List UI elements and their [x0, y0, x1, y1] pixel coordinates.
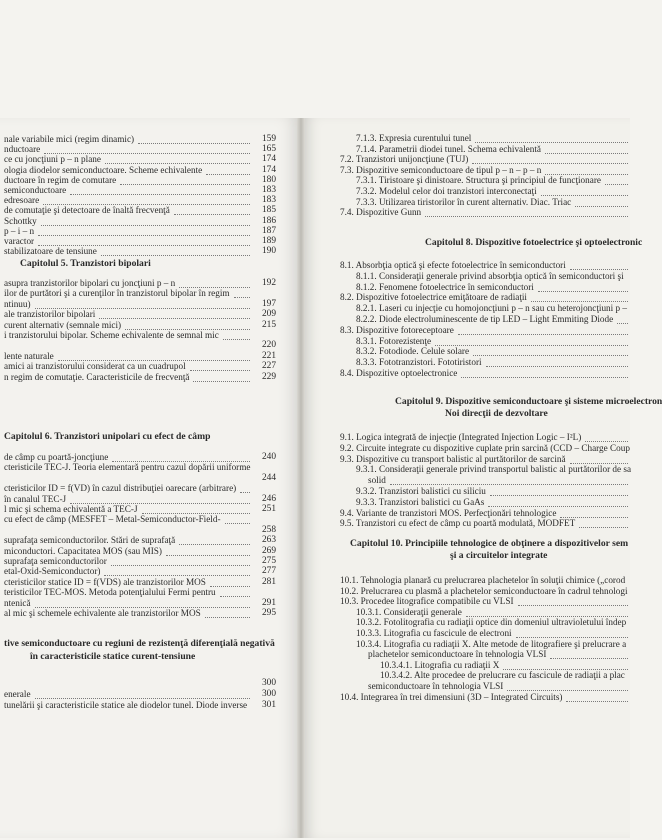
toc-entry-text: 10.2. Prelucrarea cu plasmă a plachetelor semiconductoare în cadrul tehnologi [340, 585, 628, 596]
leader-dots [35, 606, 250, 608]
leader-dots [570, 462, 628, 464]
leader-dots [41, 224, 250, 226]
toc-page-number: 281 [261, 576, 276, 587]
toc-page-number: 229 [261, 371, 276, 382]
toc-entry-text: teristicilor TEC-MOS. Metoda potenţialului Fermi pentru [4, 587, 216, 598]
leader-dots [111, 564, 250, 566]
toc-entry-text: 10.3.4.1. Litografia cu radiaţii X [380, 659, 500, 670]
toc-page-number: 220 [261, 340, 276, 351]
toc-page-number: 189 [261, 236, 276, 246]
leader-dots [560, 516, 628, 518]
leader-dots [193, 380, 250, 382]
leader-dots [179, 286, 250, 288]
leader-dots [486, 365, 628, 367]
toc-entry-text: Schottky [4, 215, 37, 226]
toc-page-number: 190 [261, 246, 276, 257]
toc-entry-text: 8.3.2. Fotodiode. Celule solare [356, 346, 470, 357]
toc-entry-text: 10.3.1. Consideraţii generale [356, 606, 462, 617]
leader-dots [579, 526, 628, 528]
leader-dots [225, 522, 250, 524]
leader-dots [566, 700, 628, 702]
toc-page-number: 165 [261, 144, 276, 155]
toc-entry-text: 9.4. Variante de tranzistori MOS. Perfecţionări tehnologice [340, 507, 557, 518]
leader-dots [70, 502, 250, 504]
toc-entry-text: semiconductoare în tehnologia VLSI [368, 681, 504, 691]
leader-dots [550, 657, 628, 659]
toc-page-number: 186 [261, 215, 276, 226]
toc-page-number: 221 [261, 350, 276, 361]
toc-entry-text: cu efect de câmp (MESFET – Metal-Semiconductor-Field- [4, 514, 221, 525]
toc-entry-text: amici ai tranzistorului considerat ca un cuadrupol [4, 361, 186, 372]
leader-dots [538, 290, 628, 292]
leader-dots [575, 205, 628, 207]
toc-entry-text: de comutaţie şi detectoare de înaltă frecvenţă [4, 205, 170, 216]
leader-dots [35, 697, 250, 699]
toc-entry-text: 7.1.3. Expresia curentului tunel [356, 133, 472, 143]
toc-entry-text: semiconductoare [4, 185, 67, 195]
leader-dots [570, 268, 628, 270]
toc-entry-text: de câmp cu poartă-joncţiune [4, 452, 109, 462]
toc-entry-text: 9.2. Circuite integrate cu dispozitive cuplate prin sarcină (CCD – Charge Coup [340, 442, 630, 453]
toc-entry-text: 8.2. Dispozitive fotoelectrice emiţătoare de radiaţii [340, 292, 527, 303]
toc-entry-text: ilor de purtători şi a curenţilor în tranzistorul bipolar în regim [4, 288, 230, 299]
toc-page-number: 295 [261, 608, 276, 618]
toc-entry-text: lente naturale [4, 350, 54, 361]
toc-page-number: 192 [261, 278, 276, 288]
chapter-heading: tive semiconductoare cu regiuni de rezistenţă diferenţială negativă [4, 638, 275, 649]
leader-dots [490, 494, 628, 496]
leader-dots [174, 213, 250, 215]
leader-dots [461, 376, 628, 378]
toc-page-number: 246 [261, 493, 276, 504]
right-page [303, 118, 630, 838]
toc-entry-text: 7.3. Dispozitive semiconductoare de tipul p – n – p – n [340, 164, 542, 175]
leader-dots [112, 460, 250, 462]
leader-dots [541, 194, 628, 196]
toc-page-number: 183 [261, 195, 276, 206]
toc-page-number: 251 [261, 504, 276, 514]
leader-dots [38, 244, 250, 246]
toc-page-number: 227 [261, 361, 276, 372]
leader-dots [205, 616, 250, 618]
toc-entry-text: curent alternativ (semnale mici) [4, 319, 122, 330]
toc-entry-text: nductoare [4, 144, 41, 155]
toc-entry-text: ologia diodelor semiconductoare. Scheme echivalente [4, 164, 203, 175]
toc-entry-text: cteristicile TEC-J. Teoria elementară pentru cazul dopării uniforme [4, 462, 251, 473]
toc-entry-text: 8.2.2. Diode electroluminescente de tip LED – Light Emmiting Diode [356, 314, 614, 324]
toc-page-number: 174 [261, 164, 276, 175]
toc-entry-text: ntenică [4, 597, 31, 608]
leader-dots [545, 173, 628, 175]
leader-dots [234, 296, 250, 298]
toc-page-number: 183 [261, 185, 276, 195]
leader-dots [425, 215, 628, 217]
toc-entry-text: 9.3.2. Tranzistori balistici cu siliciu [356, 486, 486, 496]
toc-entry-text: nale variabile mici (regim dinamic) [4, 134, 135, 144]
toc-entry-text: 10.3.4.2. Alte procedee de prelucrare cu fascicule de radiaţii a plac [380, 670, 625, 681]
toc-entry-text: 9.1. Logica integrată de injecţie (Integrated Injection Logic – I²L) [340, 432, 582, 442]
toc-entry-text: 9.3. Dispozitive cu transport balistic al purtătorilor de sarcină [340, 453, 566, 464]
toc-page-number: 277 [261, 566, 276, 577]
toc-entry-text: n regim de comutaţie. Caracteristicile de frecvenţă [4, 371, 190, 382]
toc-entry-text: asupra tranzistorilor bipolari cu joncţiuni p – n [4, 278, 176, 288]
toc-entry-text: 10.4. Integrarea în trei dimensiuni (3D – Integrated Circuits) [340, 691, 563, 702]
toc-entry-text: ntinuu) [4, 298, 31, 309]
toc-page-number: 209 [261, 309, 276, 320]
toc-entry-text: stabilizatoare de tensiune [4, 246, 97, 257]
book-gutter [297, 118, 305, 838]
chapter-heading: Capitolul 5. Tranzistori bipolari [20, 258, 151, 269]
leader-dots [223, 338, 250, 340]
toc-page-number: 174 [261, 154, 276, 165]
toc-entry-text: p – i – n [4, 225, 35, 236]
leader-dots [605, 183, 628, 185]
leader-dots [472, 162, 628, 164]
toc-entry-text: 7.1.4. Parametrii diodei tunel. Schema echivalentă [356, 143, 541, 154]
toc-entry-text: varactor [4, 236, 35, 246]
leader-dots [120, 183, 250, 185]
toc-entry-text: l mic şi schema echivalentă a TEC-J [4, 504, 138, 514]
leader-dots [585, 440, 628, 442]
toc-entry-text: 10.3. Procedee litografice compatibile cu VLSI [340, 596, 514, 607]
toc-entry-text: 8.1.2. Fenomene fotoelectrice în semiconductori [356, 281, 534, 292]
leader-dots [99, 317, 250, 319]
chapter-heading: Noi direcţii de dezvoltare [445, 408, 548, 419]
toc-page-number: 180 [261, 174, 276, 185]
toc-entry-text: 8.3.1. Fotorezistenţe [356, 335, 432, 346]
leader-dots [466, 615, 628, 617]
leader-dots [35, 307, 250, 309]
leader-dots [617, 322, 628, 324]
toc-entry-text: enerale [4, 688, 31, 699]
toc-page-number: 258 [261, 524, 276, 535]
leader-dots [473, 354, 628, 356]
leader-dots [105, 162, 250, 164]
toc-page-number: 159 [261, 134, 276, 144]
toc-entry-text: suprafaţa semiconductorilor. Stări de suprafaţă [4, 535, 176, 546]
toc-entry-text: 7.3.1. Tiristoare şi dinistoare. Structura şi principiul de funcţionare [356, 175, 601, 186]
toc-entry-text: 8.3.3. Fototranzistori. Fototiristori [356, 357, 482, 368]
leader-dots [179, 543, 250, 545]
toc-entry-text: în canalul TEC-J [4, 493, 67, 504]
chapter-heading: în caracteristicile statice curent-tensiune [30, 651, 196, 662]
chapter-heading: Capitolul 8. Dispozitive fotoelectrice şi optoelectronic [425, 237, 643, 248]
toc-entry-text: 7.2. Tranzistori unijoncţiune (TUJ) [340, 154, 469, 165]
leader-dots [545, 152, 628, 154]
toc-page-number: 300 [261, 688, 276, 699]
toc-page-number: 240 [261, 452, 276, 462]
leader-dots [210, 585, 250, 587]
leader-dots [206, 173, 250, 175]
leader-dots [435, 344, 628, 346]
toc-entry-text: 9.3.3. Tranzistori balistici cu GaAs [356, 496, 485, 507]
leader-dots [58, 359, 250, 361]
toc-entry-text: plachetelor semiconductoare în tehnologia VLSI [368, 649, 547, 660]
toc-entry-text: edresoare [4, 195, 40, 206]
toc-page-number: 269 [261, 545, 276, 556]
toc-page-number: 215 [261, 319, 276, 330]
toc-entry-text: 9.5. Tranzistori cu efect de câmp cu poartă modulată, MODFET [340, 518, 576, 529]
toc-page-number: 187 [261, 225, 276, 236]
leader-dots [138, 142, 250, 144]
toc-entry-text: i tranzistorului bipolar. Scheme echivalente de semnal mic [4, 330, 219, 340]
toc-entry-text: 10.3.3. Litografia cu fascicule de electroni [356, 628, 512, 638]
toc-entry-text: cteristicilor statice ID = f(VDS) ale tranzistorilor MOS [4, 576, 206, 587]
toc-page-number: 244 [261, 472, 276, 483]
toc-entry-text: ductoare în regim de comutare [4, 174, 117, 185]
leader-dots [70, 193, 250, 195]
toc-entry-text: 8.3. Dispozitive fotoreceptoare [340, 324, 454, 335]
leader-dots [44, 152, 250, 154]
leader-dots [166, 554, 250, 556]
toc-entry-text: solid [368, 475, 386, 486]
toc-entry-text: suprafaţa semiconductorilor [4, 556, 107, 566]
chapter-heading: şi a circuitelor integrate [450, 550, 548, 561]
chapter-heading: Capitolul 10. Principiile tehnologice de obţinere a dispozitivelor sem [350, 538, 629, 549]
leader-dots [507, 689, 628, 691]
toc-entry-text: 7.3.2. Modelul celor doi tranzistori interconectaţi [356, 186, 537, 196]
toc-entry-text: etal-Oxid-Semiconductor) [4, 566, 101, 577]
leader-dots [475, 141, 628, 143]
leader-dots [518, 604, 628, 606]
toc-entry-text: miconductori. Capacitatea MOS (sau MIS) [4, 545, 162, 556]
leader-dots [390, 483, 628, 485]
leader-dots [240, 491, 250, 493]
toc-page-number: 197 [261, 298, 276, 309]
toc-page-number: 301 [261, 699, 276, 710]
leader-dots [43, 203, 250, 205]
leader-dots [104, 574, 250, 576]
leader-dots [142, 512, 250, 514]
toc-entry-text: 8.4. Dispozitive optoelectronice [340, 368, 458, 378]
leader-dots [516, 636, 628, 638]
toc-page-number: 185 [261, 205, 276, 216]
leader-dots [190, 369, 250, 371]
chapter-heading: Capitolul 6. Tranzistori unipolari cu efect de câmp [4, 431, 211, 442]
toc-entry-text: 9.3.1. Consideraţii generale privind transportul balistic al purtătorilor de sa [356, 464, 632, 475]
toc-page-number: 263 [261, 535, 276, 546]
toc-entry-text: 10.1. Tehnologia planară cu prelucrarea plachetelor în soluţii chimice („corod [340, 575, 626, 585]
toc-page-number: 300 [261, 678, 276, 688]
toc-entry-text: tunelării şi caracteristicile statice ale diodelor tunel. Diode inverse [4, 699, 248, 710]
toc-entry-text: 8.1. Absorbţia optică şi efecte fotoelectrice în semiconductori [340, 260, 566, 270]
leader-dots [125, 328, 250, 330]
toc-entry-text: 7.3.3. Utilizarea tiristorilor în curent alternativ. Diac. Triac [356, 196, 572, 207]
leader-dots [488, 505, 628, 507]
toc-entry-text: ce cu joncţiuni p – n plane [4, 154, 101, 165]
leader-dots [531, 300, 628, 302]
leader-dots [38, 234, 250, 236]
toc-entry-text: cteristicilor ID = f(VD) în cazul distribuţiei oarecare (arbitrare) [4, 483, 237, 494]
toc-entry-text: 8.2.1. Laseri cu injecţie cu homojoncţiuni p – n sau cu heterojoncţiuni p – [356, 303, 627, 314]
leader-dots [458, 333, 628, 335]
toc-entry-text: ale tranzistorilor bipolari [4, 309, 96, 320]
toc-entry-text: 7.4. Dispozitive Gunn [340, 207, 422, 218]
chapter-heading: Capitolul 9. Dispozitive semiconductoare şi sisteme microelectron [395, 396, 662, 407]
leader-dots [101, 254, 250, 256]
leader-dots [220, 595, 250, 597]
toc-entry-text: 8.1.1. Consideraţii generale privind absorbţia optică în semiconductori şi [356, 270, 624, 281]
toc-entry-text: 10.3.2. Fotolitografia cu radiaţii optice din domeniul ultravioletului îndep [356, 617, 627, 628]
toc-page-number: 275 [261, 556, 276, 566]
toc-entry-text: al mic şi schemele echivalente ale tranzistorilor MOS [4, 608, 201, 618]
toc-page-number: 291 [261, 597, 276, 608]
leader-dots [503, 668, 628, 670]
toc-entry-text: 10.3.4. Litografia cu radiaţii X. Alte metode de litografiere şi prelucrare a [356, 638, 627, 649]
